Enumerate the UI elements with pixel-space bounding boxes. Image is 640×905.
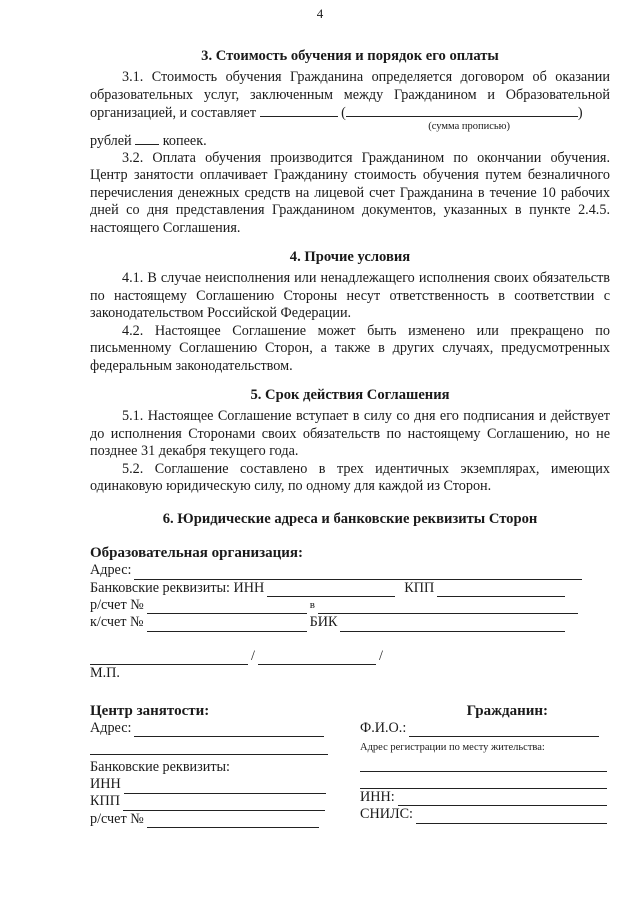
parties-columns — [90, 703, 610, 829]
citizen-reg-row-1 — [360, 754, 610, 771]
center-title: Центр занятости: — [90, 702, 210, 719]
clause-3-1: 3.1. Стоимость обучения Гражданина определяется договором об оказании образовательных услуг, заключенным между Гражданином и Образовательной организацией, и составляет ( ) — [90, 69, 610, 122]
org-bank-row — [90, 580, 610, 597]
center-rs-field[interactable] — [147, 814, 319, 828]
org-signature-row — [90, 648, 610, 665]
signature-slash: / — [251, 647, 255, 664]
citizen-snils-label: СНИЛС: — [360, 806, 413, 823]
citizen-column — [360, 703, 610, 829]
center-address-field-2[interactable] — [90, 741, 328, 755]
org-signature-field[interactable] — [90, 651, 248, 665]
org-ks-row — [90, 614, 610, 631]
kopecks-field[interactable] — [135, 132, 159, 145]
center-kpp-row — [90, 794, 335, 811]
org-address-row — [90, 562, 610, 579]
citizen-reg-label: Адрес регистрации по месту жительства: — [360, 742, 545, 754]
center-bank-label: Банковские реквизиты: — [90, 758, 230, 775]
section-4-heading: 4. Прочие условия — [289, 249, 411, 266]
org-address-field[interactable] — [134, 566, 582, 580]
cost-number-field[interactable] — [260, 104, 338, 117]
org-inn-label: Банковские реквизиты: ИНН — [90, 579, 265, 596]
org-kpp-label: КПП — [404, 579, 435, 596]
clause-3-2: 3.2. Оплата обучения производится Гражданином по окончании обучения. Центр занятости оплачивает Гражданину стоимость обучения путем безналичного перечисления денежных средств на лицевой счет Гражданина в течение 10 рабочих дней со дня представления Гражданином документов, указанных в пункте 2.4.5. настоящего Соглашения. — [90, 150, 610, 236]
center-address-field[interactable] — [134, 723, 324, 737]
cost-words-field[interactable] — [346, 104, 578, 117]
org-ks-label: к/счет № — [90, 614, 144, 631]
citizen-reg-field-1[interactable] — [360, 758, 607, 772]
center-column — [90, 703, 335, 829]
clause-4-2: 4.2. Настоящее Соглашение может быть изменено или прекращено по письменному Соглашению Сторон, а также в других случаях, предусмотренных федеральным законодательством. — [90, 322, 610, 374]
center-address-label: Адрес: — [90, 719, 132, 736]
clause-5-1: 5.1. Настоящее Соглашение вступает в силу со дня его подписания и действует до исполнения Сторонами своих обязательств по настоящему Соглашению, но не позднее 31 декабря текущего года. — [90, 408, 610, 460]
signature-slash-end: / — [378, 647, 383, 664]
center-rs-row — [90, 811, 335, 828]
citizen-fio-field[interactable] — [409, 723, 599, 737]
citizen-reg-row-2 — [360, 772, 610, 789]
center-kpp-label: КПП — [90, 793, 120, 810]
org-ks-field[interactable] — [147, 618, 307, 632]
citizen-fio-row — [360, 720, 610, 737]
org-rs-label: р/счет № — [90, 596, 144, 613]
org-inn-field[interactable] — [267, 583, 395, 597]
citizen-reg-field-2[interactable] — [360, 775, 607, 789]
center-rs-label: р/счет № — [90, 810, 144, 827]
org-signatory-name-field[interactable] — [258, 651, 376, 665]
section-6-heading: 6. Юридические адреса и банковские реквизиты Сторон — [162, 511, 538, 528]
citizen-inn-row — [360, 789, 610, 806]
section-3-heading: 3. Стоимость обучения и порядок его оплаты — [201, 48, 499, 64]
rubles-label: рублей — [90, 132, 132, 149]
stamp-label: М.П. — [90, 665, 120, 682]
citizen-title: Гражданин: — [466, 702, 548, 719]
center-address-row — [90, 720, 335, 737]
org-bank-in-label: в — [309, 598, 315, 611]
citizen-snils-row — [360, 806, 610, 823]
center-kpp-field[interactable] — [123, 797, 325, 811]
rubles-kopecks-line — [90, 132, 610, 150]
document-body — [90, 48, 610, 828]
clause-4-1: 4.1. В случае неисполнения или ненадлежащего исполнения своих обязательств по настоящему Соглашению Стороны несут ответственность в соответствии с законодательством Российской Федерации. — [90, 270, 610, 322]
org-rs-row — [90, 597, 610, 614]
clause-3-1-text: 3.1. Стоимость обучения Гражданина определяется договором об оказании образовательных услуг, заключенным между Гражданином и Образовательной организацией, и составляет — [90, 69, 610, 122]
org-bank-name-field[interactable] — [318, 600, 578, 614]
center-inn-row — [90, 776, 335, 793]
center-inn-field[interactable] — [124, 780, 326, 794]
org-address-label: Адрес: — [90, 562, 132, 579]
kopecks-label: копеек. — [162, 132, 207, 149]
clause-5-2: 5.2. Соглашение составлено в трех идентичных экземплярах, имеющих одинаковую юридическую силу, по одному для каждой из Сторон. — [90, 460, 610, 494]
citizen-snils-field[interactable] — [416, 810, 607, 824]
center-inn-label: ИНН — [90, 776, 121, 793]
sum-in-words-caption: (сумма прописью) — [428, 120, 510, 132]
citizen-fio-label: Ф.И.О.: — [360, 719, 407, 736]
org-kpp-field[interactable] — [437, 583, 565, 597]
center-address-row-2 — [90, 737, 335, 754]
section-5-heading: 5. Срок действия Соглашения — [250, 386, 450, 403]
citizen-inn-label: ИНН: — [360, 789, 395, 806]
page-number: 4 — [316, 6, 324, 21]
org-rs-field[interactable] — [147, 600, 307, 614]
org-bik-field[interactable] — [340, 618, 565, 632]
org-title: Образовательная организация: — [90, 544, 304, 561]
org-bik-label: БИК — [309, 614, 338, 631]
citizen-inn-field[interactable] — [398, 792, 607, 806]
